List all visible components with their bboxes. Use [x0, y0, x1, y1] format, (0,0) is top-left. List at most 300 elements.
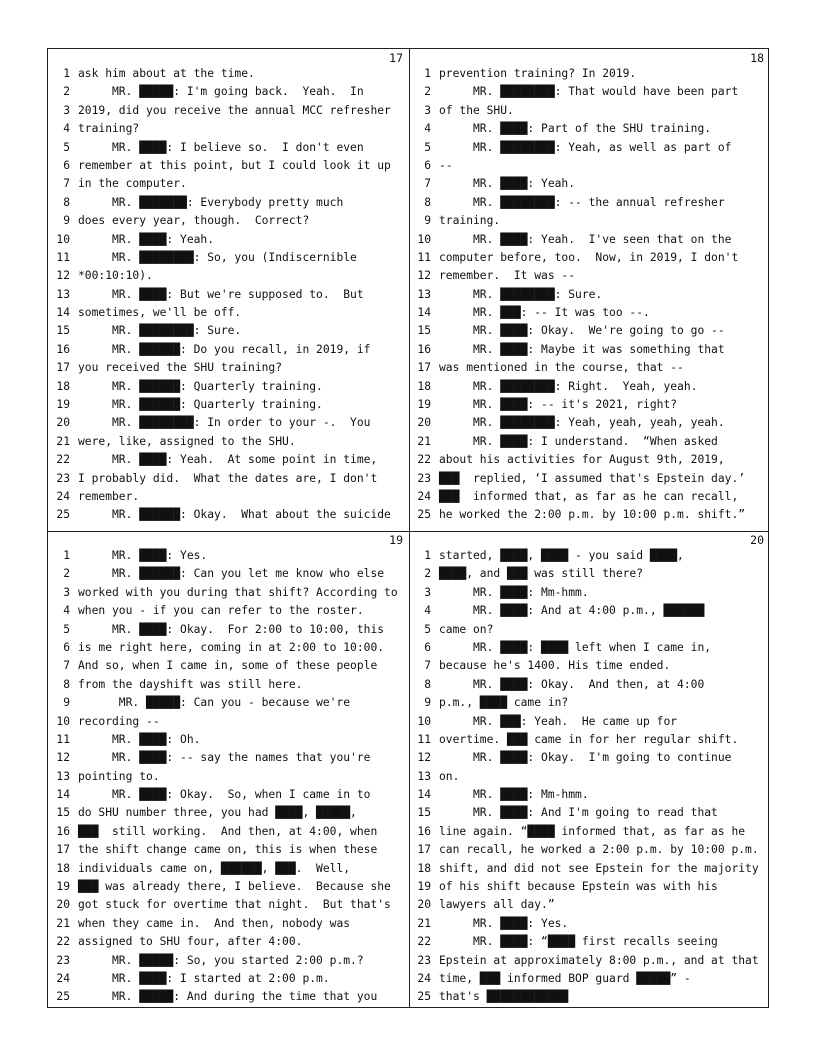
line-number: 18: [56, 861, 70, 875]
page-lines: [409, 65, 770, 525]
line-number: 3: [63, 103, 70, 117]
line-number: 12: [56, 751, 70, 765]
line-number: 24: [56, 489, 70, 503]
line-text: he worked the 2:00 p.m. by 10:00 p.m. shift.”: [439, 508, 746, 522]
line-number: 3: [424, 103, 431, 117]
line-number: 4: [424, 604, 431, 618]
line-number: 14: [417, 788, 431, 802]
transcript-line: [409, 657, 770, 675]
line-number: 6: [424, 640, 431, 654]
transcript-line: [48, 602, 409, 620]
line-number: 4: [424, 122, 431, 136]
line-text: of the SHU.: [439, 103, 514, 117]
line-number: 10: [56, 714, 70, 728]
transcript-line: [409, 952, 770, 970]
line-number: 20: [56, 416, 70, 430]
line-text: MR. ████████: That would have been part: [439, 85, 739, 99]
line-text: MR. ████████: Yeah, yeah, yeah, yeah.: [439, 416, 725, 430]
line-text: when they came in. And then, nobody was: [78, 916, 351, 930]
line-text: MR. █████: So, you started 2:00 p.m.?: [78, 953, 364, 967]
transcript-line: [409, 83, 770, 101]
transcript-line: [409, 565, 770, 583]
line-number: 9: [63, 696, 70, 710]
line-text: MR. ████: Yes.: [78, 549, 208, 562]
line-number: 21: [417, 434, 431, 448]
transcript-line: [409, 65, 770, 83]
line-number: 17: [56, 843, 70, 857]
transcript-line: [48, 915, 409, 933]
line-number: 11: [417, 250, 431, 264]
line-text: MR. █████: And during the time that you: [78, 990, 378, 1004]
line-number: 7: [63, 177, 70, 191]
transcript-line: [409, 488, 770, 506]
line-number: 10: [56, 232, 70, 246]
line-text: MR. ████████: So, you (Indiscernible: [78, 250, 357, 264]
line-number: 12: [417, 269, 431, 283]
line-text: MR. ████: Yeah. At some point in time,: [78, 453, 378, 467]
line-number: 17: [56, 361, 70, 375]
line-text: MR. ████████: Sure.: [439, 287, 603, 301]
transcript-line: [409, 639, 770, 657]
transcript-line: [48, 83, 409, 101]
line-text: remember. It was --: [439, 269, 576, 283]
line-number: 19: [56, 880, 70, 894]
line-text: p.m., ████ came in?: [439, 696, 569, 710]
line-number: 20: [417, 898, 431, 912]
line-text: MR. ████: I started at 2:00 p.m.: [78, 971, 330, 985]
line-number: 5: [424, 140, 431, 154]
line-text: MR. ████: -- it's 2021, right?: [439, 398, 678, 412]
line-text: computer before, too. Now, in 2019, I don't: [439, 250, 739, 264]
line-text: MR. ██████: Do you recall, in 2019, if: [78, 342, 371, 356]
transcript-line: [409, 322, 770, 340]
transcript-line: [48, 713, 409, 731]
line-text: MR. ████: -- say the names that you're: [78, 751, 371, 765]
transcript-line: [409, 676, 770, 694]
line-number: 17: [417, 361, 431, 375]
line-text: MR. █████: I'm going back. Yeah. In: [78, 85, 364, 99]
transcript-sheet: [47, 48, 769, 1008]
line-number: 1: [424, 67, 431, 80]
line-text: MR. ██████: Okay. What about the suicide: [78, 508, 391, 522]
line-number: 13: [417, 769, 431, 783]
line-text: MR. ████: But we're supposed to. But: [78, 287, 364, 301]
line-number: 2: [424, 85, 431, 99]
line-number: 19: [417, 398, 431, 412]
line-number: 21: [56, 434, 70, 448]
transcript-line: [48, 286, 409, 304]
transcript-line: [48, 212, 409, 230]
line-number: 25: [417, 508, 431, 522]
line-text: MR. ████: I believe so. I don't even: [78, 140, 364, 154]
line-number: 20: [417, 416, 431, 430]
transcript-line: [48, 676, 409, 694]
line-number: 8: [424, 677, 431, 691]
line-text: MR. ████: “████ first recalls seeing: [439, 935, 718, 949]
line-number: 19: [417, 880, 431, 894]
transcript-line: [409, 267, 770, 285]
line-number: 25: [417, 990, 431, 1004]
line-text: MR. ██████: Can you let me know who else: [78, 567, 385, 581]
transcript-page-18: [409, 49, 770, 529]
line-text: was mentioned in the course, that --: [439, 361, 684, 375]
line-text: shift, and did not see Epstein for the majority: [439, 861, 759, 875]
line-text: MR. ████████: -- the annual refresher: [439, 195, 725, 209]
line-text: I probably did. What the dates are, I don't: [78, 471, 378, 485]
line-number: 19: [56, 398, 70, 412]
line-text: when you - if you can refer to the roster.: [78, 604, 364, 618]
line-number: 11: [56, 250, 70, 264]
line-number: 16: [56, 342, 70, 356]
line-number: 6: [63, 158, 70, 172]
line-text: started, ████, ████ - you said ████,: [439, 549, 684, 562]
transcript-line: [48, 731, 409, 749]
transcript-line: [48, 396, 409, 414]
line-text: MR. ████████: Right. Yeah, yeah.: [439, 379, 698, 393]
line-number: 7: [63, 659, 70, 673]
transcript-line: [409, 988, 770, 1006]
transcript-line: [48, 933, 409, 951]
line-text: in the computer.: [78, 177, 187, 191]
transcript-line: [48, 322, 409, 340]
line-number: 14: [56, 788, 70, 802]
line-number: 10: [417, 232, 431, 246]
line-number: 16: [417, 342, 431, 356]
page-number: 20: [750, 533, 764, 547]
line-text: MR. ████: Yeah.: [439, 177, 576, 191]
line-text: were, like, assigned to the SHU.: [78, 434, 296, 448]
line-text: line again. “████ informed that, as far as he: [439, 824, 746, 838]
line-number: 18: [56, 379, 70, 393]
line-text: MR. ████: Okay. For 2:00 to 10:00, this: [78, 622, 385, 636]
transcript-line: [48, 102, 409, 120]
page-number: 18: [750, 51, 764, 65]
line-number: 8: [424, 195, 431, 209]
transcript-line: [48, 157, 409, 175]
transcript-line: [409, 286, 770, 304]
line-text: ███ informed that, as far as he can recall,: [439, 489, 739, 503]
line-text: MR. █████: Can you - because we're: [78, 696, 351, 710]
transcript-line: [48, 786, 409, 804]
transcript-line: [409, 970, 770, 988]
transcript-line: [48, 120, 409, 138]
line-number: 3: [63, 585, 70, 599]
line-text: MR. ████████: Yeah, as well as part of: [439, 140, 732, 154]
line-number: 24: [417, 489, 431, 503]
line-text: MR. ████: Okay. We're going to go --: [439, 324, 725, 338]
transcript-line: [409, 749, 770, 767]
line-text: MR. ███: -- It was too --.: [439, 306, 650, 320]
line-number: 5: [63, 140, 70, 154]
transcript-line: [409, 212, 770, 230]
transcript-line: [48, 341, 409, 359]
line-text: came on?: [439, 622, 494, 636]
line-text: MR. ████: Maybe it was something that: [439, 342, 725, 356]
transcript-line: [48, 584, 409, 602]
line-number: 25: [56, 990, 70, 1004]
line-text: --: [439, 158, 453, 172]
line-number: 24: [56, 971, 70, 985]
line-number: 13: [417, 287, 431, 301]
transcript-line: [409, 896, 770, 914]
line-number: 4: [63, 604, 70, 618]
line-text: MR. ████: I understand. “When asked: [439, 434, 718, 448]
line-text: recording --: [78, 714, 160, 728]
line-number: 1: [63, 67, 70, 80]
line-number: 6: [424, 158, 431, 172]
transcript-line: [409, 433, 770, 451]
transcript-line: [48, 231, 409, 249]
transcript-line: [48, 267, 409, 285]
line-number: 7: [424, 659, 431, 673]
transcript-line: [409, 157, 770, 175]
line-text: from the dayshift was still here.: [78, 677, 303, 691]
line-number: 8: [63, 195, 70, 209]
transcript-line: [48, 621, 409, 639]
line-number: 14: [56, 306, 70, 320]
line-number: 9: [424, 696, 431, 710]
transcript-line: [48, 896, 409, 914]
transcript-line: [409, 915, 770, 933]
line-text: training.: [439, 214, 501, 228]
line-number: 4: [63, 122, 70, 136]
line-number: 17: [417, 843, 431, 857]
transcript-page-20: [409, 531, 770, 1011]
line-number: 13: [56, 769, 70, 783]
transcript-line: [409, 621, 770, 639]
line-text: MR. ████: Mm-hmm.: [439, 788, 589, 802]
transcript-line: [48, 139, 409, 157]
line-text: assigned to SHU four, after 4:00.: [78, 935, 303, 949]
transcript-line: [48, 565, 409, 583]
line-text: MR. ████: And I'm going to read that: [439, 806, 718, 820]
line-text: 2019, did you receive the annual MCC refresher: [78, 103, 391, 117]
line-number: 2: [63, 85, 70, 99]
line-number: 15: [56, 324, 70, 338]
line-text: MR. ████: Okay. I'm going to continue: [439, 751, 732, 765]
line-text: ███ replied, ‘I assumed that's Epstein day.’: [439, 471, 746, 485]
line-number: 1: [424, 549, 431, 562]
page-number: 17: [389, 51, 403, 65]
page-number: 19: [389, 533, 403, 547]
line-text: MR. ████: And at 4:00 p.m., ██████: [439, 604, 705, 618]
transcript-line: [48, 470, 409, 488]
transcript-line: [409, 786, 770, 804]
line-number: 10: [417, 714, 431, 728]
line-number: 23: [56, 953, 70, 967]
line-number: 9: [424, 214, 431, 228]
line-number: 13: [56, 287, 70, 301]
transcript-line: [48, 65, 409, 83]
line-text: And so, when I came in, some of these people: [78, 659, 378, 673]
line-number: 24: [417, 971, 431, 985]
page-lines: [48, 65, 409, 525]
line-number: 23: [56, 471, 70, 485]
line-text: ask him about at the time.: [78, 67, 255, 80]
transcript-line: [409, 304, 770, 322]
line-text: MR. ████████: Sure.: [78, 324, 242, 338]
transcript-line: [409, 396, 770, 414]
line-text: remember.: [78, 489, 140, 503]
transcript-line: [48, 378, 409, 396]
transcript-line: [409, 341, 770, 359]
transcript-line: [48, 488, 409, 506]
transcript-line: [409, 713, 770, 731]
transcript-line: [409, 470, 770, 488]
line-text: MR. ████: Okay. So, when I came in to: [78, 788, 371, 802]
line-number: 23: [417, 953, 431, 967]
line-text: ███ was already there, I believe. Because she: [78, 880, 391, 894]
line-text: *00:10:10).: [78, 269, 153, 283]
transcript-line: [48, 194, 409, 212]
transcript-line: [48, 841, 409, 859]
line-number: 11: [56, 732, 70, 746]
transcript-line: [409, 120, 770, 138]
transcript-line: [409, 933, 770, 951]
line-number: 23: [417, 471, 431, 485]
line-text: MR. ██████: Quarterly training.: [78, 398, 323, 412]
transcript-line: [409, 602, 770, 620]
transcript-line: [409, 175, 770, 193]
line-text: that's ████████████: [439, 990, 569, 1004]
transcript-line: [409, 823, 770, 841]
line-number: 9: [63, 214, 70, 228]
line-text: MR. ████████: In order to your -. You: [78, 416, 371, 430]
line-number: 22: [417, 453, 431, 467]
line-number: 15: [417, 806, 431, 820]
line-text: MR. ████: Mm-hmm.: [439, 585, 589, 599]
line-number: 22: [56, 935, 70, 949]
transcript-line: [48, 249, 409, 267]
transcript-line: [48, 804, 409, 822]
line-number: 8: [63, 677, 70, 691]
transcript-line: [409, 194, 770, 212]
transcript-line: [48, 878, 409, 896]
transcript-line: [409, 547, 770, 565]
transcript-line: [48, 451, 409, 469]
line-text: Epstein at approximately 8:00 p.m., and at that: [439, 953, 759, 967]
line-text: about his activities for August 9th, 2019,: [439, 453, 725, 467]
line-text: do SHU number three, you had ████, █████,: [78, 806, 357, 820]
line-text: got stuck for overtime that night. But that's: [78, 898, 391, 912]
transcript-line: [409, 694, 770, 712]
line-number: 2: [424, 567, 431, 581]
line-number: 15: [56, 806, 70, 820]
line-text: on.: [439, 769, 460, 783]
transcript-line: [409, 451, 770, 469]
line-number: 6: [63, 640, 70, 654]
line-text: remember at this point, but I could look it up: [78, 158, 391, 172]
line-number: 22: [56, 453, 70, 467]
line-number: 16: [56, 824, 70, 838]
transcript-line: [48, 414, 409, 432]
transcript-line: [48, 433, 409, 451]
line-number: 14: [417, 306, 431, 320]
line-number: 3: [424, 585, 431, 599]
transcript-line: [409, 249, 770, 267]
line-number: 12: [417, 751, 431, 765]
line-number: 18: [417, 861, 431, 875]
line-number: 22: [417, 935, 431, 949]
line-text: is me right here, coming in at 2:00 to 10:00.: [78, 640, 385, 654]
line-text: MR. ████: Yes.: [439, 916, 569, 930]
line-number: 11: [417, 732, 431, 746]
line-number: 25: [56, 508, 70, 522]
transcript-line: [48, 749, 409, 767]
line-text: MR. ████: ████ left when I came in,: [439, 640, 712, 654]
transcript-line: [409, 731, 770, 749]
transcript-line: [48, 988, 409, 1006]
transcript-line: [48, 694, 409, 712]
line-text: prevention training? In 2019.: [439, 67, 637, 80]
transcript-line: [48, 639, 409, 657]
transcript-line: [48, 952, 409, 970]
line-text: MR. ███: Yeah. He came up for: [439, 714, 678, 728]
line-number: 5: [424, 622, 431, 636]
line-number: 5: [63, 622, 70, 636]
line-text: MR. ████: Okay. And then, at 4:00: [439, 677, 705, 691]
transcript-line: [48, 175, 409, 193]
transcript-line: [48, 657, 409, 675]
line-text: MR. ████: Oh.: [78, 732, 201, 746]
transcript-line: [48, 823, 409, 841]
line-number: 20: [56, 898, 70, 912]
line-text: you received the SHU training?: [78, 361, 283, 375]
line-number: 21: [56, 916, 70, 930]
transcript-line: [48, 506, 409, 524]
transcript-line: [409, 102, 770, 120]
transcript-line: [409, 506, 770, 524]
line-text: MR. ████: Yeah.: [78, 232, 215, 246]
line-text: worked with you during that shift? According to: [78, 585, 398, 599]
line-text: can recall, he worked a 2:00 p.m. by 10:00 p.m.: [439, 843, 759, 857]
transcript-line: [48, 547, 409, 565]
line-text: MR. ███████: Everybody pretty much: [78, 195, 344, 209]
line-text: ███ still working. And then, at 4:00, when: [78, 824, 378, 838]
line-text: ████, and ███ was still there?: [439, 567, 644, 581]
transcript-line: [409, 860, 770, 878]
line-text: time, ███ informed BOP guard █████” -: [439, 971, 691, 985]
line-text: MR. ████: Part of the SHU training.: [439, 122, 712, 136]
line-number: 15: [417, 324, 431, 338]
transcript-line: [409, 841, 770, 859]
transcript-page-17: [48, 49, 409, 529]
line-text: because he's 1400. His time ended.: [439, 659, 671, 673]
line-text: overtime. ███ came in for her regular shift.: [439, 732, 739, 746]
transcript-line: [48, 860, 409, 878]
transcript-line: [48, 359, 409, 377]
page-lines: [48, 547, 409, 1007]
line-text: sometimes, we'll be off.: [78, 306, 242, 320]
transcript-line: [48, 304, 409, 322]
transcript-line: [409, 359, 770, 377]
transcript-line: [409, 414, 770, 432]
transcript-line: [409, 878, 770, 896]
transcript-line: [409, 378, 770, 396]
line-number: 2: [63, 567, 70, 581]
line-text: individuals came on, ██████, ███. Well,: [78, 861, 351, 875]
line-text: MR. ████: Yeah. I've seen that on the: [439, 232, 732, 246]
line-text: does every year, though. Correct?: [78, 214, 310, 228]
transcript-page-19: [48, 531, 409, 1011]
transcript-line: [409, 768, 770, 786]
line-text: the shift change came on, this is when these: [78, 843, 378, 857]
line-number: 21: [417, 916, 431, 930]
transcript-line: [409, 231, 770, 249]
line-text: lawyers all day.”: [439, 898, 555, 912]
line-text: of his shift because Epstein was with his: [439, 880, 718, 894]
line-text: pointing to.: [78, 769, 160, 783]
